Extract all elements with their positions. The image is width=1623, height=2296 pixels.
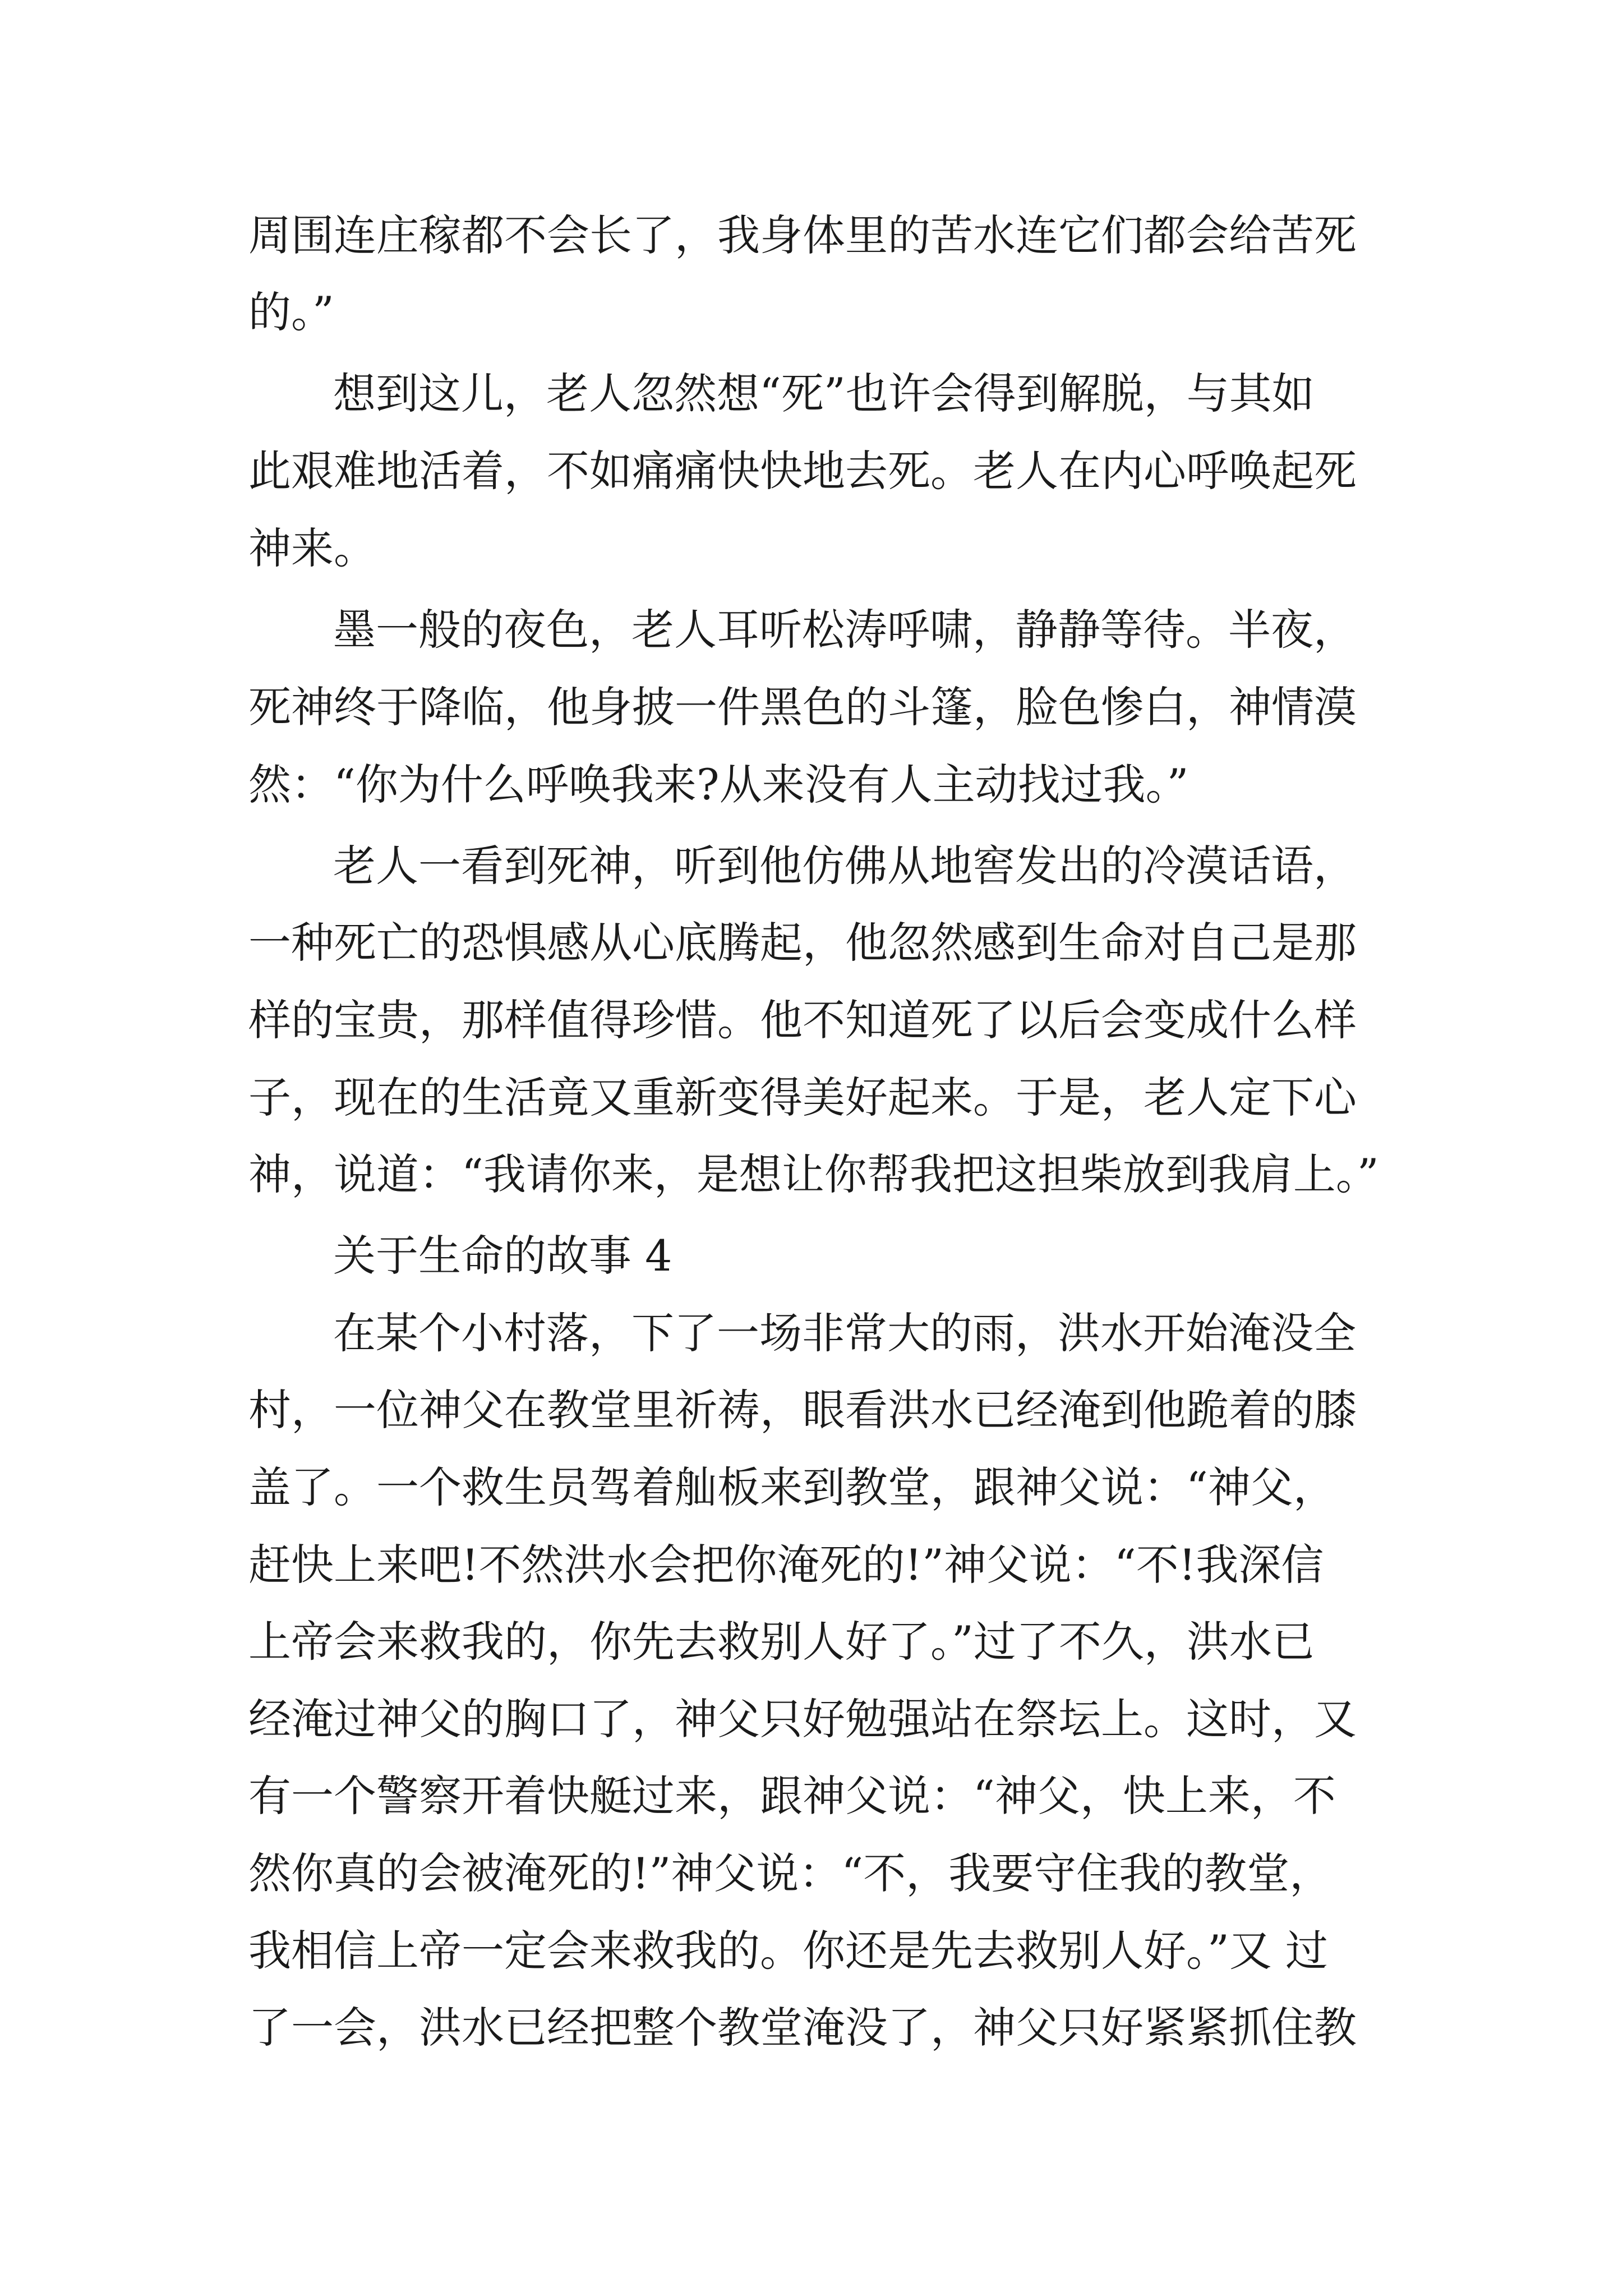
- text-line: 然你真的会被淹死的!”神父说：“不，我要守住我的教堂，: [248, 1848, 1332, 1898]
- text-line: 周围连庄稼都不会长了，我身体里的苦水连它们都会给苦死: [248, 210, 1357, 260]
- paragraph-first-line: 墨一般的夜色，老人耳听松涛呼啸，静静等待。半夜，: [333, 605, 1356, 655]
- text-line: 上帝会来救我的，你先去救别人好了。”过了不久，洪水已: [248, 1617, 1315, 1667]
- text-line: 盖了。一个救生员驾着舢板来到教堂，跟神父说：“神父，: [248, 1462, 1336, 1512]
- text-line: 的。”: [248, 287, 334, 337]
- paragraph-first-line: 在某个小村落，下了一场非常大的雨，洪水开始淹没全: [333, 1308, 1356, 1358]
- text-line: 然：“你为什么呼唤我来?从来没有人主动找过我。”: [248, 760, 1189, 809]
- text-line: 子，现在的生活竟又重新变得美好起来。于是，老人定下心: [248, 1073, 1357, 1122]
- text-line: 一种死亡的恐惧感从心底腾起，他忽然感到生命对自己是那: [248, 918, 1357, 968]
- text-line: 了一会，洪水已经把整个教堂淹没了，神父只好紧紧抓住教: [248, 2003, 1357, 2053]
- text-line: 样的宝贵，那样值得珍惜。他不知道死了以后会变成什么样: [248, 995, 1357, 1045]
- text-line: 神，说道：“我请你来，是想让你帮我把这担柴放到我肩上。”: [248, 1149, 1379, 1199]
- text-line: 此艰难地活着，不如痛痛快快地去死。老人在内心呼唤起死: [248, 446, 1357, 496]
- paragraph-first-line: 老人一看到死神，听到他仿佛从地窖发出的冷漠话语，: [333, 841, 1356, 891]
- text-line: 有一个警察开着快艇过来，跟神父说：“神父，快上来，不: [248, 1771, 1336, 1821]
- paragraph-first-line: 想到这儿，老人忽然想“死”也许会得到解脱，与其如: [333, 369, 1315, 418]
- section-heading: 关于生命的故事 4: [333, 1231, 672, 1281]
- text-line: 村，一位神父在教堂里祈祷，眼看洪水已经淹到他跪着的膝: [248, 1385, 1357, 1435]
- text-line: 赶快上来吧!不然洪水会把你淹死的!”神父说：“不!我深信: [248, 1540, 1324, 1590]
- text-line: 经淹过神父的胸口了，神父只好勉强站在祭坛上。这时，又: [248, 1694, 1357, 1744]
- text-line: 死神终于降临，他身披一件黑色的斗篷，脸色惨白，神情漠: [248, 682, 1357, 732]
- text-line: 我相信上帝一定会来救我的。你还是先去救别人好。”又 过: [248, 1926, 1329, 1976]
- text-line: 神来。: [248, 523, 376, 573]
